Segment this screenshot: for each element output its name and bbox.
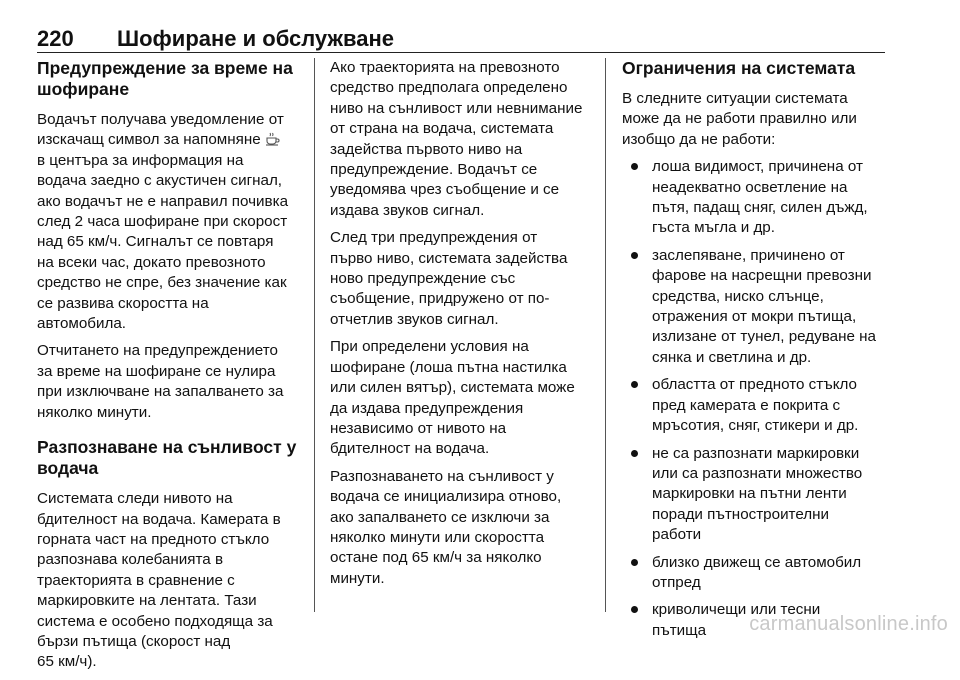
- column-divider-2: [605, 58, 606, 612]
- page-title: Шофиране и обслужване: [117, 26, 395, 51]
- page-number: 220: [37, 26, 74, 51]
- paragraph-driving-time-2: Отчитането на предупреждението за време на шофиране се нулира при изключване на запалването за няколко минути.: [37, 342, 284, 421]
- bullet-icon: [631, 559, 638, 566]
- list-item: заслепяване, причинено от фарове на насрещни превозни средства, ниско слънце, отражения от мокри пътища, излизане от тунел, редуване на сянка и светлина и др.: [622, 246, 892, 368]
- paragraph-three-warnings: След три предупреждения от първо ниво, системата задейства ново предупреждение със съобщение, придружено от по- отчетлив звуков сигнал.: [330, 229, 568, 328]
- section-heading-driving-time: Предупреждение за време на шофиране: [37, 58, 293, 99]
- paragraph-limitations-intro: В следните ситуации системата може да не работи правилно или изобщо да не работи:: [622, 90, 857, 148]
- paragraph-driving-time-1: Водачът получава уведомление от изскачащ символ за напомняне в центъра за информация на водача заедно с акустичен сигнал, ако водачът не е направил почивка след 2 часа шофиране при скорост над 65 км/ч. Сигналът се повтаря на всеки час, докато превозното средство не спре, без значение как се развива скоростта на автомобила.: [37, 111, 289, 333]
- bullet-icon: [631, 163, 638, 170]
- header-divider: [37, 52, 885, 53]
- list-item: лоша видимост, причинена от неадекватно осветление на пътя, падащ сняг, силен дъжд, гъста мъгла и др.: [622, 157, 892, 239]
- column-1: [37, 58, 305, 680]
- bullet-icon: [631, 606, 638, 613]
- section-heading-limitations: Ограничения на системата: [622, 58, 856, 78]
- paragraph-drowsiness-1: Системата следи нивото на бдителност на водача. Камерата в горната част на предното стъкло разпознава колебанията в траекторията в сравнение с маркировките на лентата. Тази система е особено подходяща за бързи пътища (скорост над 65 км/ч).: [37, 490, 281, 671]
- bullet-icon: [631, 381, 638, 388]
- bullet-icon: [631, 252, 638, 259]
- list-item: близко движещ се автомобил отпред: [622, 553, 892, 594]
- column-divider-1: [314, 58, 315, 612]
- paragraph-reinitialize: Разпознаването на сънливост у водача се инициализира отново, ако запалването се изключи за няколко минути или скоростта остане под 65 км/ч за няколко минути.: [330, 467, 562, 587]
- bullet-icon: [631, 450, 638, 457]
- watermark: carmanualsonline.info: [749, 613, 948, 635]
- paragraph-trajectory: Ако траекторията на превозното средство предполага определено ниво на сънливост или невнимание от страна на водача, системата задейства първото ниво на предупреждение. Водачът се уведомява чрез съобщение и се издава звуков сигнал.: [330, 59, 583, 219]
- list-item: не са разпознати маркировки или са разпознати множество маркировки на пътни ленти поради пътностроителни работи: [622, 444, 892, 546]
- page-header: [37, 26, 882, 54]
- list-item: криволичещи или тесни пътища: [622, 600, 892, 641]
- column-3: [622, 58, 892, 648]
- paragraph-conditions: При определени условия на шофиране (лоша пътна настилка или силен вятър), системата може да издава предупреждения независимо от нивото на бдителност на водача.: [330, 338, 575, 458]
- coffee-cup-icon: [265, 132, 281, 146]
- list-item: областта от предното стъкло пред камерата е покрита с мръсотия, сняг, стикери и др.: [622, 375, 892, 436]
- limitations-list: [622, 157, 892, 641]
- section-heading-drowsiness: Разпознаване на сънливост у водача: [37, 437, 297, 479]
- column-2: [330, 58, 600, 596]
